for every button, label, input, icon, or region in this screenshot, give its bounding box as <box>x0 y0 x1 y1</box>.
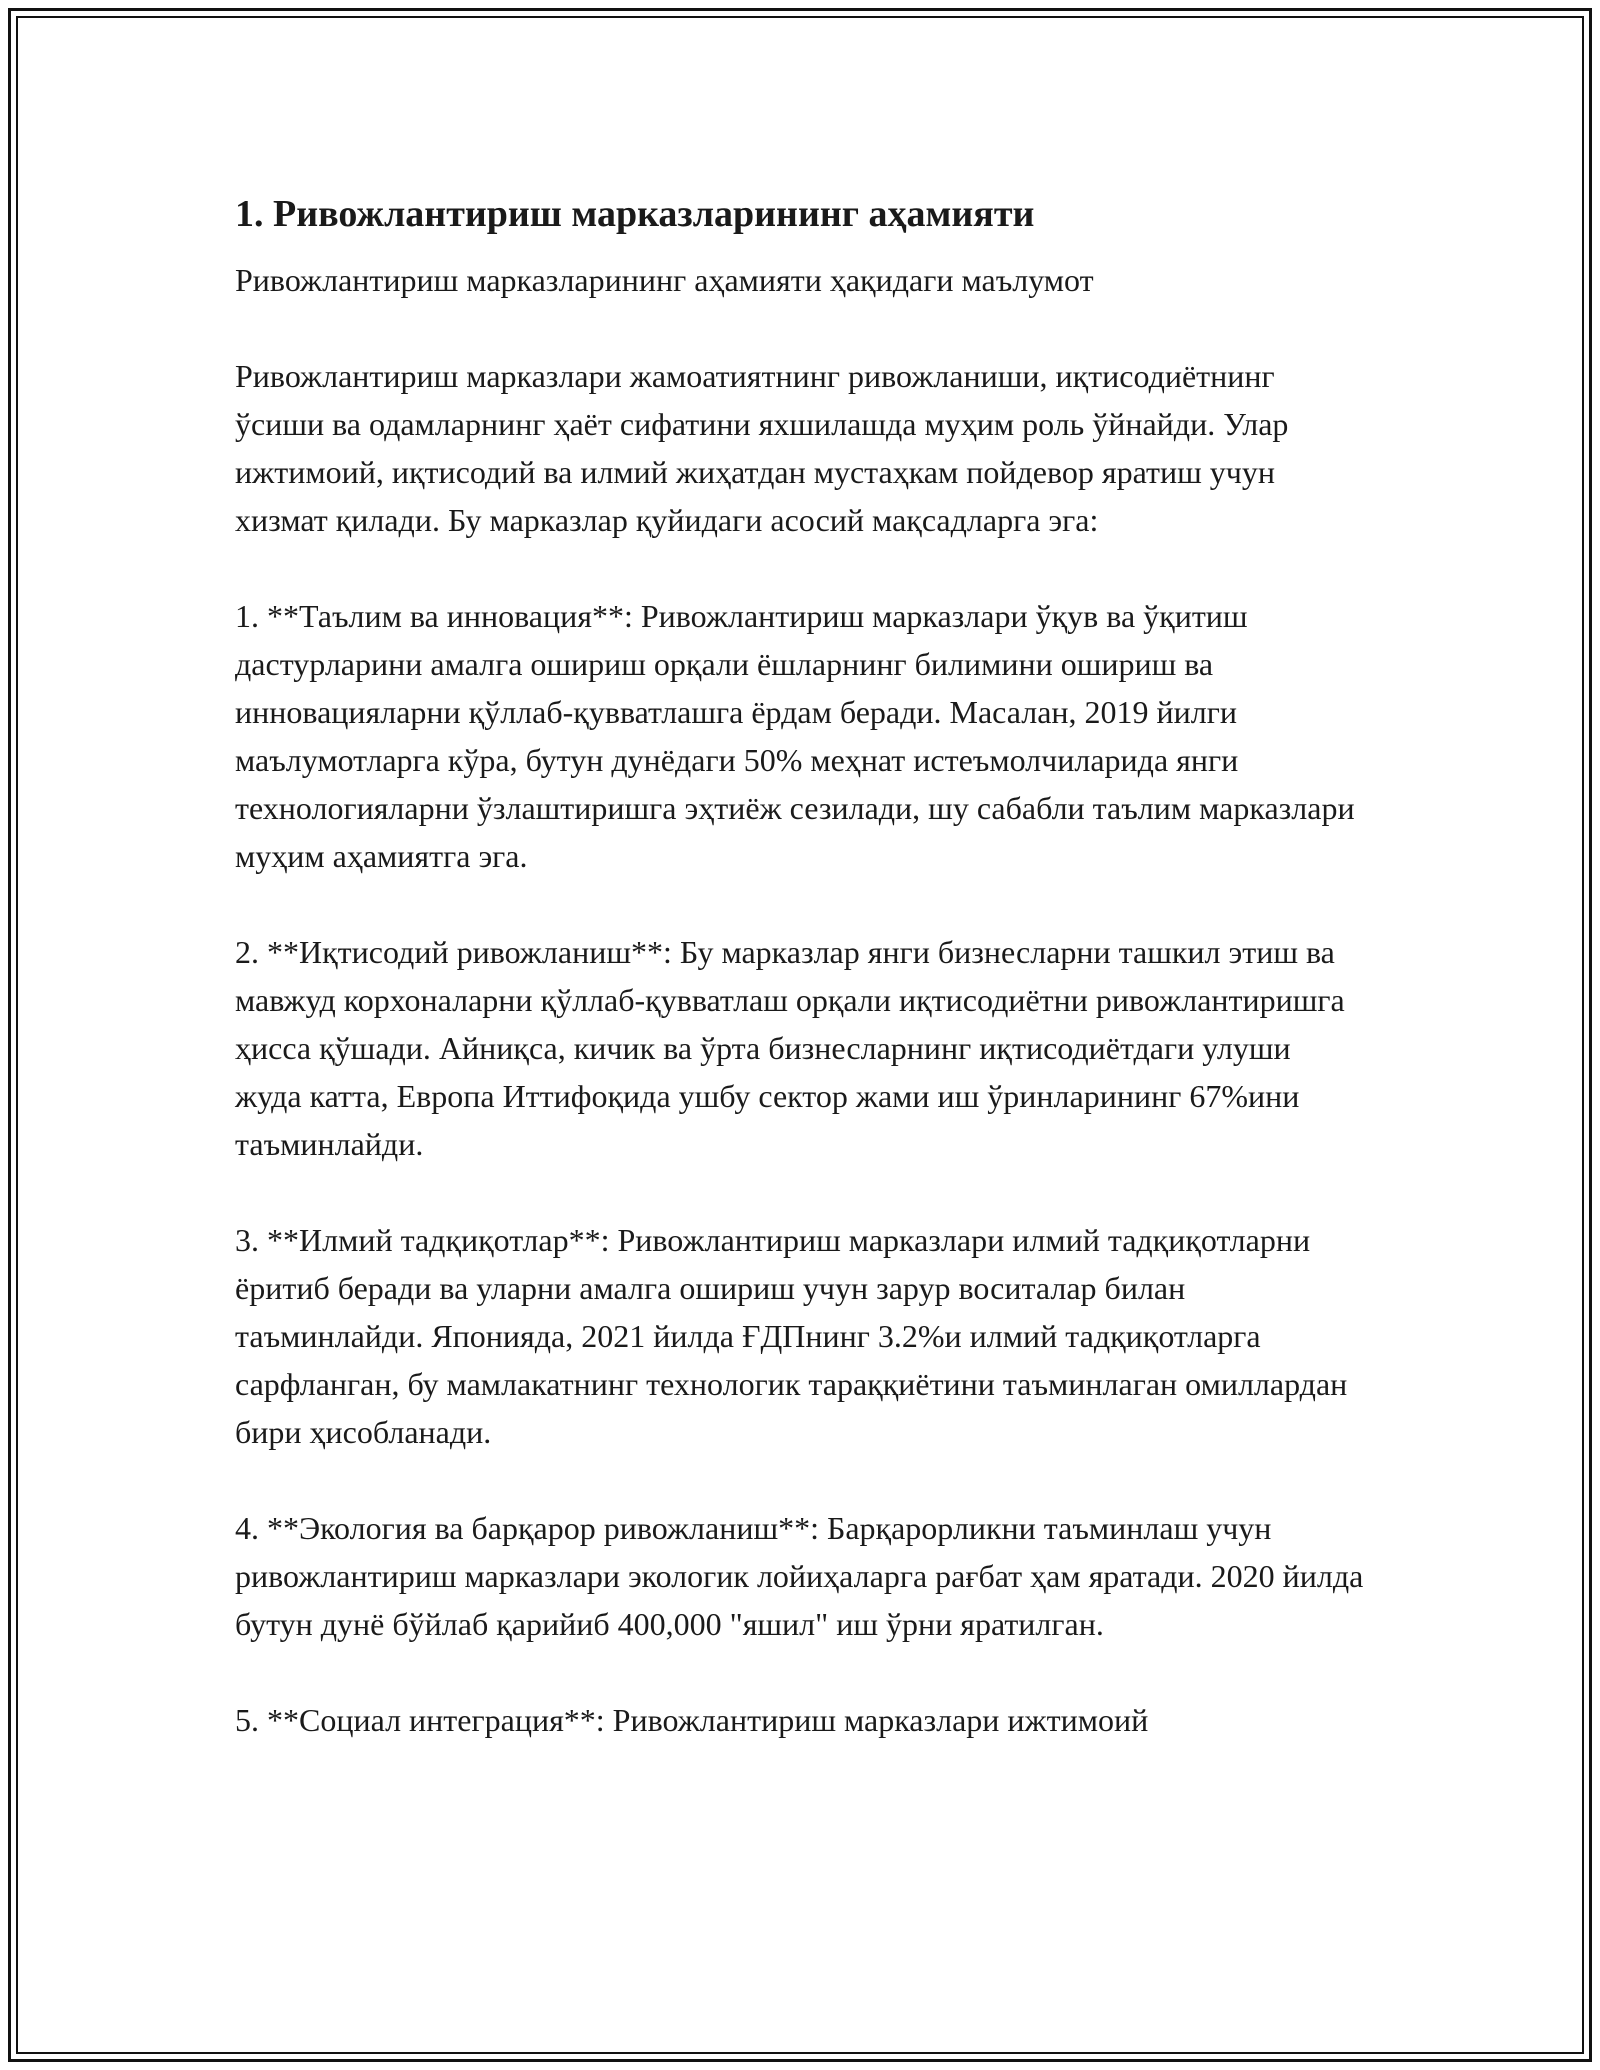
intro-paragraph: Ривожлантириш марказлари жамоатиятнинг ривожланиши, иқтисодиётнинг ўсиши ва одамларнинг ҳаёт сифатини яхшилашда муҳим роль ўйнайди. Улар ижтимоий, иқтисодий ва илмий жиҳатдан мустаҳкам пойдевор яратиш учун хизмат қилади. Бу марказлар қуйидаги асосий мақсадларга эга: <box>235 358 1289 538</box>
document-title: 1. Ривожлантириш марказларининг аҳамияти <box>235 193 1035 235</box>
item-ecology-paragraph: 4. **Экология ва барқарор ривожланиш**: Барқарорликни таъминлаш учун ривожлантириш марказлари экологик лойиҳаларга рағбат ҳам яратади. 2020 йилда бутун дунё бўйлаб қарийиб 400,000 "яшил" иш ўрни яратилган. <box>235 1510 1364 1642</box>
item-research-paragraph: 3. **Илмий тадқиқотлар**: Ривожлантириш марказлари илмий тадқиқотларни ёритиб беради ва уларни амалга ошириш учун зарур воситалар билан таъминлайди. Японияда, 2021 йилда ҒДПнинг 3.2%и илмий тадқиқотларга сарфланган, бу мамлакатнинг технологик тараққиётини таъминлаган омиллардан бири ҳисобланади. <box>235 1222 1348 1450</box>
item-social-paragraph: 5. **Социал интеграция**: Ривожлантириш марказлари ижтимоий <box>235 1702 1149 1738</box>
item-economy-paragraph: 2. **Иқтисодий ривожланиш**: Бу марказлар янги бизнесларни ташкил этиш ва мавжуд корхоналарни қўллаб-қувватлаш орқали иқтисодиётни ривожлантиришга ҳисса қўшади. Айниқса, кичик ва ўрта бизнесларнинг иқтисодиётдаги улуши жуда катта, Европа Иттифоқида ушбу сектор жами иш ўринларининг 67%ини таъминлайди. <box>235 934 1345 1162</box>
item-education-paragraph: 1. **Таълим ва инновация**: Ривожлантириш марказлари ўқув ва ўқитиш дастурларини амалга ошириш орқали ёшларнинг билимини ошириш ва инновацияларни қўллаб-қувватлашга ёрдам беради. Масалан, 2019 йилги маълумотларга кўра, бутун дунёдаги 50% меҳнат истеъмолчиларида янги технологияларни ўзлаштиришга эҳтиёж сезилади, шу сабабли таълим марказлари муҳим аҳамиятга эга. <box>235 598 1355 874</box>
document-subtitle: Ривожлантириш марказларининг аҳамияти ҳақидаги маълумот <box>235 262 1094 298</box>
document-body <box>235 188 1365 1744</box>
